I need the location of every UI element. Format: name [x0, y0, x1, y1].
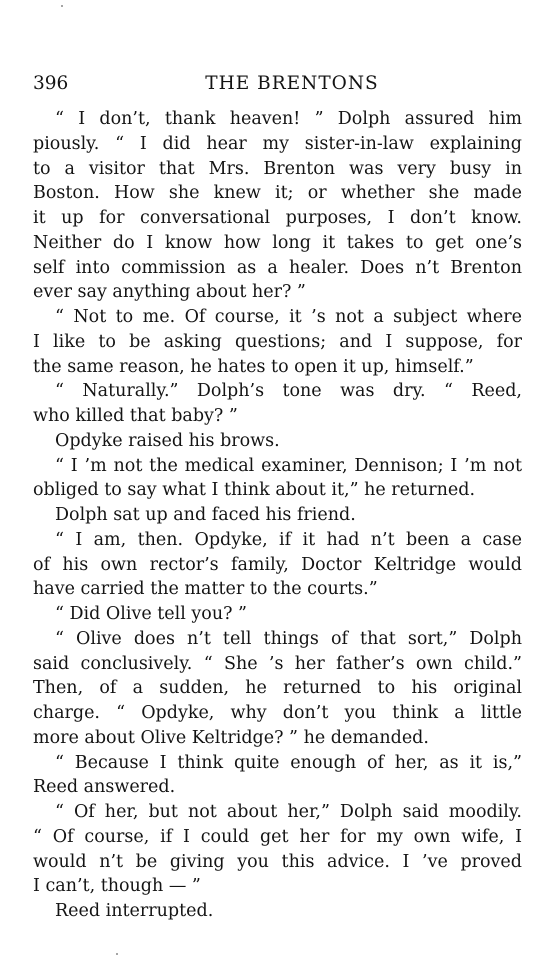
page-number: 396 — [33, 73, 69, 94]
text-line: “ Of her, but not about her,” Dolph said moodily. — [55, 802, 522, 822]
text-line: “ Did Olive tell you? ” — [55, 604, 247, 624]
text-line: “ Of course, if I could get her for my own wife, I — [33, 826, 522, 847]
text-line: ever say anything about her? ” — [33, 282, 306, 303]
text-line: piously. “ I did hear my sister-in-law explaining — [33, 133, 522, 154]
body-text — [33, 107, 522, 924]
text-line: Reed answered. — [33, 777, 176, 798]
text-line: Boston. How she knew it; or whether she made — [33, 183, 522, 204]
text-line: have carried the matter to the courts.” — [33, 579, 378, 600]
text-line: I like to be asking questions; and I suppose, for — [33, 331, 522, 352]
text-line: “ I ’m not the medical examiner, Dennison; I ’m not — [55, 455, 522, 476]
text-line: who killed that baby? ” — [33, 406, 238, 426]
text-line: “ I am, then. Opdyke, if it had n’t been a case — [55, 529, 522, 550]
text-line: “ Naturally.” Dolph’s tone was dry. “ Reed, — [55, 381, 522, 402]
print-speck-bottom — [116, 953, 118, 955]
text-line: Neither do I know how long it takes to get one’s — [33, 232, 522, 253]
running-title: THE BRENTONS — [205, 73, 379, 94]
text-line: Reed interrupted. — [55, 901, 214, 921]
text-line: Then, of a sudden, he returned to his original — [33, 678, 522, 699]
text-line: “ Because I think quite enough of her, as it is,” — [55, 752, 522, 773]
text-line: would n’t be giving you this advice. I ’ve proved — [33, 851, 522, 872]
text-line: “ Not to me. Of course, it ’s not a subject where — [55, 307, 522, 327]
text-line: to a visitor that Mrs. Brenton was very busy in — [33, 158, 522, 179]
text-line: Opdyke raised his brows. — [55, 430, 280, 451]
text-line: the same reason, he hates to open it up, himself.” — [33, 356, 474, 377]
text-line: more about Olive Keltridge? ” he demanded. — [33, 727, 429, 748]
text-line: I can’t, though — ” — [33, 876, 201, 897]
text-line: it up for conversational purposes, I don’t know. — [33, 208, 522, 228]
text-line: obliged to say what I think about it,” he returned. — [33, 480, 476, 501]
text-line: “ Olive does n’t tell things of that sort,” Dolph — [55, 628, 522, 649]
text-line: charge. “ Opdyke, why don’t you think a little — [33, 703, 522, 723]
print-speck-top — [61, 5, 63, 7]
text-line: said conclusively. “ She ’s her father’s own child.” — [33, 653, 522, 674]
text-line: of his own rector’s family, Doctor Keltridge would — [33, 554, 522, 575]
page-header — [33, 70, 523, 98]
text-line: “ I don’t, thank heaven! ” Dolph assured him — [55, 109, 522, 129]
text-line: Dolph sat up and faced his friend. — [55, 505, 356, 525]
text-line: self into commission as a healer. Does n’t Brenton — [33, 257, 522, 278]
